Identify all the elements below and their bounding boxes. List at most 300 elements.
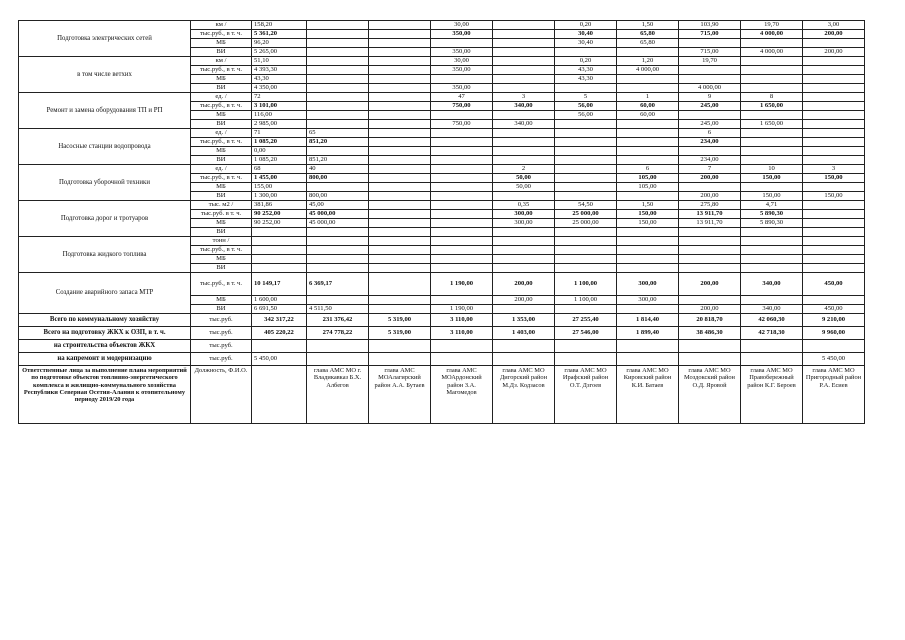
unit-cell: тыс.руб., в т. ч. xyxy=(191,30,252,39)
official-cell xyxy=(252,366,307,424)
table-row xyxy=(19,273,865,296)
value-cell xyxy=(617,340,679,353)
value-cell xyxy=(555,264,617,273)
value-cell xyxy=(803,219,865,228)
value-cell: 30,40 xyxy=(555,39,617,48)
value-cell xyxy=(431,255,493,264)
value-cell: 381,86 xyxy=(252,201,307,210)
value-cell: 5 265,00 xyxy=(252,48,307,57)
value-cell: 4,71 xyxy=(741,201,803,210)
value-cell: 4 000,00 xyxy=(617,66,679,75)
value-cell: 19,70 xyxy=(679,57,741,66)
value-cell: 9 960,00 xyxy=(803,327,865,340)
value-cell xyxy=(493,237,555,246)
value-cell: 4 511,50 xyxy=(307,305,369,314)
official-cell: глава АМС МО Кировский район К.И. Батаев xyxy=(617,366,679,424)
value-cell xyxy=(803,210,865,219)
value-cell: 6 369,17 xyxy=(307,273,369,296)
section-label: Создание аварийного запаса МТР xyxy=(19,273,191,314)
value-cell: 1 403,00 xyxy=(493,327,555,340)
value-cell xyxy=(741,264,803,273)
value-cell xyxy=(617,246,679,255)
value-cell: 340,00 xyxy=(741,305,803,314)
unit-cell: МБ xyxy=(191,111,252,120)
value-cell: 300,00 xyxy=(493,210,555,219)
value-cell xyxy=(803,255,865,264)
value-cell: 8 xyxy=(741,93,803,102)
value-cell: 5 xyxy=(555,93,617,102)
value-cell xyxy=(369,93,431,102)
value-cell xyxy=(369,296,431,305)
value-cell xyxy=(803,93,865,102)
value-cell xyxy=(307,255,369,264)
value-cell xyxy=(369,264,431,273)
value-cell xyxy=(369,246,431,255)
value-cell xyxy=(431,129,493,138)
value-cell xyxy=(741,340,803,353)
value-cell xyxy=(431,340,493,353)
table-row xyxy=(19,93,865,102)
value-cell xyxy=(803,75,865,84)
value-cell: 47 xyxy=(431,93,493,102)
value-cell xyxy=(369,228,431,237)
table-row xyxy=(19,57,865,66)
value-cell xyxy=(555,165,617,174)
value-cell: 68 xyxy=(252,165,307,174)
value-cell: 50,00 xyxy=(493,174,555,183)
value-cell: 1 899,40 xyxy=(617,327,679,340)
value-cell xyxy=(741,84,803,93)
value-cell: 5 890,30 xyxy=(741,210,803,219)
unit-cell: тыс.руб., в т. ч. xyxy=(191,138,252,147)
value-cell xyxy=(741,228,803,237)
value-cell xyxy=(803,156,865,165)
value-cell: 5 319,00 xyxy=(369,314,431,327)
unit-cell: тыс.руб., в т. ч. xyxy=(191,66,252,75)
value-cell: 851,20 xyxy=(307,138,369,147)
table-body xyxy=(19,21,865,424)
value-cell: 340,00 xyxy=(493,102,555,111)
value-cell xyxy=(369,183,431,192)
value-cell: 5 890,30 xyxy=(741,219,803,228)
value-cell xyxy=(431,147,493,156)
official-cell: глава АМС МО Правобережный район К.Г. Бероев xyxy=(741,366,803,424)
section-label: Насосные станции водопровода xyxy=(19,129,191,165)
value-cell: 750,00 xyxy=(431,120,493,129)
value-cell: 715,00 xyxy=(679,48,741,57)
value-cell xyxy=(617,255,679,264)
value-cell: 4 000,00 xyxy=(679,84,741,93)
value-cell: 1 814,40 xyxy=(617,314,679,327)
value-cell: 56,00 xyxy=(555,111,617,120)
value-cell xyxy=(493,246,555,255)
value-cell xyxy=(307,264,369,273)
value-cell xyxy=(431,228,493,237)
value-cell: 2 985,00 xyxy=(252,120,307,129)
value-cell xyxy=(369,210,431,219)
unit-cell: МБ xyxy=(191,183,252,192)
value-cell xyxy=(307,84,369,93)
value-cell: 30,00 xyxy=(431,21,493,30)
official-cell: глава АМС МО Пригородный район Р.А. Есиев xyxy=(803,366,865,424)
value-cell xyxy=(803,111,865,120)
value-cell: 38 486,30 xyxy=(679,327,741,340)
value-cell: 1 085,20 xyxy=(252,138,307,147)
value-cell: 20 818,70 xyxy=(679,314,741,327)
value-cell xyxy=(431,183,493,192)
value-cell: 275,80 xyxy=(679,201,741,210)
value-cell: 5 361,20 xyxy=(252,30,307,39)
value-cell xyxy=(369,39,431,48)
value-cell xyxy=(679,264,741,273)
value-cell xyxy=(431,75,493,84)
value-cell: 65,80 xyxy=(617,39,679,48)
unit-cell: МБ xyxy=(191,75,252,84)
value-cell xyxy=(369,305,431,314)
value-cell xyxy=(252,228,307,237)
value-cell xyxy=(803,84,865,93)
value-cell xyxy=(431,138,493,147)
value-cell: 4 350,00 xyxy=(252,84,307,93)
table-row xyxy=(19,237,865,246)
value-cell: 10 149,17 xyxy=(252,273,307,296)
value-cell: 43,30 xyxy=(252,75,307,84)
value-cell: 1 455,00 xyxy=(252,174,307,183)
value-cell xyxy=(803,147,865,156)
unit-cell: ед. / xyxy=(191,93,252,102)
value-cell xyxy=(307,30,369,39)
value-cell: 60,00 xyxy=(617,111,679,120)
value-cell: 200,00 xyxy=(803,30,865,39)
value-cell: 40 xyxy=(307,165,369,174)
value-cell xyxy=(803,39,865,48)
value-cell: 234,00 xyxy=(679,156,741,165)
value-cell xyxy=(555,255,617,264)
value-cell xyxy=(679,147,741,156)
value-cell: 19,70 xyxy=(741,21,803,30)
value-cell xyxy=(803,120,865,129)
value-cell: 90 252,00 xyxy=(252,219,307,228)
value-cell: 3 110,00 xyxy=(431,314,493,327)
value-cell: 245,00 xyxy=(679,120,741,129)
value-cell xyxy=(741,66,803,75)
unit-cell: ВИ xyxy=(191,156,252,165)
table-row xyxy=(19,165,865,174)
value-cell xyxy=(617,48,679,57)
value-cell xyxy=(493,353,555,366)
value-cell: 3 xyxy=(493,93,555,102)
value-cell xyxy=(307,48,369,57)
value-cell xyxy=(369,174,431,183)
value-cell xyxy=(679,353,741,366)
value-cell: 342 317,22 xyxy=(252,314,307,327)
unit-cell: км / xyxy=(191,21,252,30)
value-cell xyxy=(679,111,741,120)
value-cell: 25 000,00 xyxy=(555,210,617,219)
value-cell: 1 353,00 xyxy=(493,314,555,327)
unit-cell: МБ xyxy=(191,296,252,305)
value-cell: 43,30 xyxy=(555,75,617,84)
value-cell xyxy=(252,255,307,264)
value-cell xyxy=(679,75,741,84)
unit-cell: ВИ xyxy=(191,84,252,93)
value-cell xyxy=(307,237,369,246)
value-cell: 800,00 xyxy=(307,192,369,201)
value-cell: 45 000,00 xyxy=(307,219,369,228)
unit-cell: ВИ xyxy=(191,120,252,129)
section-label: Подготовка уборочной техники xyxy=(19,165,191,201)
value-cell: 25 000,00 xyxy=(555,219,617,228)
value-cell xyxy=(555,183,617,192)
value-cell xyxy=(741,255,803,264)
value-cell: 3,00 xyxy=(803,21,865,30)
value-cell: 7 xyxy=(679,165,741,174)
value-cell: 42 718,30 xyxy=(741,327,803,340)
unit-cell: тыс. м2 / xyxy=(191,201,252,210)
value-cell xyxy=(741,57,803,66)
value-cell xyxy=(741,246,803,255)
value-cell xyxy=(493,21,555,30)
value-cell xyxy=(493,66,555,75)
unit-cell: ВИ xyxy=(191,264,252,273)
table-row xyxy=(19,21,865,30)
value-cell: 6 xyxy=(617,165,679,174)
value-cell xyxy=(369,219,431,228)
official-cell: глава АМС МО Ирафский район О.Т. Дзгоев xyxy=(555,366,617,424)
value-cell: 851,20 xyxy=(307,156,369,165)
table-row xyxy=(19,340,865,353)
value-cell xyxy=(431,353,493,366)
value-cell: 4 000,00 xyxy=(741,48,803,57)
table-row xyxy=(19,201,865,210)
value-cell xyxy=(369,165,431,174)
value-cell xyxy=(431,165,493,174)
value-cell: 4 000,00 xyxy=(741,30,803,39)
value-cell: 30,00 xyxy=(431,57,493,66)
value-cell xyxy=(803,340,865,353)
value-cell: 350,00 xyxy=(431,66,493,75)
value-cell: 0,20 xyxy=(555,57,617,66)
section-label: Подготовка дорог и тротуаров xyxy=(19,201,191,237)
value-cell: 42 060,30 xyxy=(741,314,803,327)
value-cell: 4 393,30 xyxy=(252,66,307,75)
official-cell: глава АМС МОАрдонский район З.А. Магомедов xyxy=(431,366,493,424)
value-cell: 13 911,70 xyxy=(679,219,741,228)
value-cell xyxy=(803,237,865,246)
value-cell: 1 085,20 xyxy=(252,156,307,165)
value-cell xyxy=(369,201,431,210)
value-cell xyxy=(431,192,493,201)
value-cell xyxy=(307,296,369,305)
value-cell xyxy=(493,156,555,165)
value-cell xyxy=(493,138,555,147)
value-cell xyxy=(431,237,493,246)
value-cell xyxy=(555,174,617,183)
value-cell: 51,10 xyxy=(252,57,307,66)
value-cell: 450,00 xyxy=(803,305,865,314)
value-cell: 71 xyxy=(252,129,307,138)
value-cell xyxy=(431,174,493,183)
value-cell xyxy=(369,21,431,30)
value-cell xyxy=(369,156,431,165)
value-cell xyxy=(679,296,741,305)
value-cell xyxy=(369,111,431,120)
unit-cell: тыс.руб., в т. ч. xyxy=(191,246,252,255)
unit-cell: тыс.руб. xyxy=(191,314,252,327)
value-cell xyxy=(741,39,803,48)
unit-cell: МБ xyxy=(191,219,252,228)
value-cell: 9 xyxy=(679,93,741,102)
unit-cell: ед. / xyxy=(191,129,252,138)
value-cell xyxy=(252,264,307,273)
value-cell: 750,00 xyxy=(431,102,493,111)
table-row xyxy=(19,129,865,138)
value-cell: 1 100,00 xyxy=(555,273,617,296)
value-cell xyxy=(369,30,431,39)
value-cell xyxy=(307,57,369,66)
responsible-row xyxy=(19,366,865,424)
value-cell: 1,50 xyxy=(617,21,679,30)
value-cell xyxy=(741,353,803,366)
value-cell: 56,00 xyxy=(555,102,617,111)
value-cell xyxy=(555,129,617,138)
value-cell xyxy=(493,192,555,201)
value-cell xyxy=(369,102,431,111)
value-cell xyxy=(307,246,369,255)
value-cell: 234,00 xyxy=(679,138,741,147)
value-cell xyxy=(431,156,493,165)
official-cell: глава АМС МО Моздокский район О.Д. Яровой xyxy=(679,366,741,424)
value-cell xyxy=(555,84,617,93)
value-cell xyxy=(493,57,555,66)
value-cell xyxy=(617,353,679,366)
value-cell xyxy=(803,102,865,111)
value-cell xyxy=(431,219,493,228)
value-cell: 245,00 xyxy=(679,102,741,111)
row-label: на капремонт и модернизацию xyxy=(19,353,191,366)
value-cell: 27 546,00 xyxy=(555,327,617,340)
value-cell: 43,30 xyxy=(555,66,617,75)
value-cell xyxy=(803,138,865,147)
value-cell xyxy=(369,48,431,57)
unit-cell: км / xyxy=(191,57,252,66)
unit-cell: МБ xyxy=(191,39,252,48)
value-cell: 150,00 xyxy=(803,192,865,201)
value-cell: 1 650,00 xyxy=(741,102,803,111)
value-cell: 1 100,00 xyxy=(555,296,617,305)
value-cell xyxy=(617,192,679,201)
value-cell xyxy=(369,255,431,264)
value-cell: 5 450,00 xyxy=(803,353,865,366)
unit-cell: ВИ xyxy=(191,192,252,201)
value-cell xyxy=(741,147,803,156)
value-cell: 300,00 xyxy=(617,273,679,296)
value-cell: 340,00 xyxy=(741,273,803,296)
value-cell: 6 xyxy=(679,129,741,138)
value-cell xyxy=(679,246,741,255)
value-cell xyxy=(803,201,865,210)
value-cell xyxy=(369,237,431,246)
value-cell: 0,20 xyxy=(555,21,617,30)
value-cell: 1,20 xyxy=(617,57,679,66)
unit-cell: тонн / xyxy=(191,237,252,246)
value-cell xyxy=(369,192,431,201)
value-cell xyxy=(307,120,369,129)
value-cell xyxy=(307,93,369,102)
official-cell: глава АМС МО Дигорский район М.Дз. Кодзасов xyxy=(493,366,555,424)
value-cell: 45 000,00 xyxy=(307,210,369,219)
value-cell: 105,00 xyxy=(617,183,679,192)
unit-cell: МБ xyxy=(191,147,252,156)
value-cell xyxy=(617,228,679,237)
unit-cell: тыс.руб., в т. ч. xyxy=(191,273,252,296)
value-cell xyxy=(369,147,431,156)
value-cell: 90 252,00 xyxy=(252,210,307,219)
value-cell xyxy=(555,48,617,57)
value-cell: 150,00 xyxy=(741,192,803,201)
value-cell: 300,00 xyxy=(617,296,679,305)
value-cell: 27 255,40 xyxy=(555,314,617,327)
value-cell xyxy=(307,21,369,30)
value-cell: 200,00 xyxy=(679,305,741,314)
value-cell xyxy=(369,129,431,138)
value-cell xyxy=(741,156,803,165)
value-cell: 65 xyxy=(307,129,369,138)
value-cell: 0,00 xyxy=(252,147,307,156)
value-cell: 65,80 xyxy=(617,30,679,39)
value-cell: 1,50 xyxy=(617,201,679,210)
unit-cell: тыс.руб. в т. ч. xyxy=(191,210,252,219)
value-cell xyxy=(307,340,369,353)
value-cell xyxy=(307,102,369,111)
value-cell xyxy=(493,228,555,237)
value-cell xyxy=(803,57,865,66)
value-cell: 96,20 xyxy=(252,39,307,48)
value-cell xyxy=(617,156,679,165)
value-cell: 1 600,00 xyxy=(252,296,307,305)
value-cell xyxy=(493,39,555,48)
value-cell: 103,90 xyxy=(679,21,741,30)
value-cell xyxy=(555,246,617,255)
unit-cell: тыс.руб., в т. ч. xyxy=(191,174,252,183)
value-cell xyxy=(803,228,865,237)
value-cell: 3 xyxy=(803,165,865,174)
value-cell: 158,20 xyxy=(252,21,307,30)
value-cell xyxy=(369,353,431,366)
value-cell xyxy=(617,264,679,273)
value-cell: 2 xyxy=(493,165,555,174)
value-cell: 0,35 xyxy=(493,201,555,210)
value-cell: 1 650,00 xyxy=(741,120,803,129)
value-cell: 300,00 xyxy=(493,219,555,228)
value-cell xyxy=(369,120,431,129)
value-cell xyxy=(555,305,617,314)
value-cell: 50,00 xyxy=(493,183,555,192)
value-cell xyxy=(369,138,431,147)
value-cell xyxy=(741,75,803,84)
value-cell xyxy=(555,147,617,156)
value-cell: 150,00 xyxy=(803,174,865,183)
value-cell xyxy=(555,353,617,366)
value-cell: 200,00 xyxy=(493,296,555,305)
value-cell: 10 xyxy=(741,165,803,174)
official-cell: глава АМС МОАлагирский район А.А. Бутаев xyxy=(369,366,431,424)
value-cell xyxy=(493,48,555,57)
value-cell xyxy=(307,75,369,84)
value-cell xyxy=(803,246,865,255)
value-cell xyxy=(617,129,679,138)
value-cell xyxy=(493,75,555,84)
